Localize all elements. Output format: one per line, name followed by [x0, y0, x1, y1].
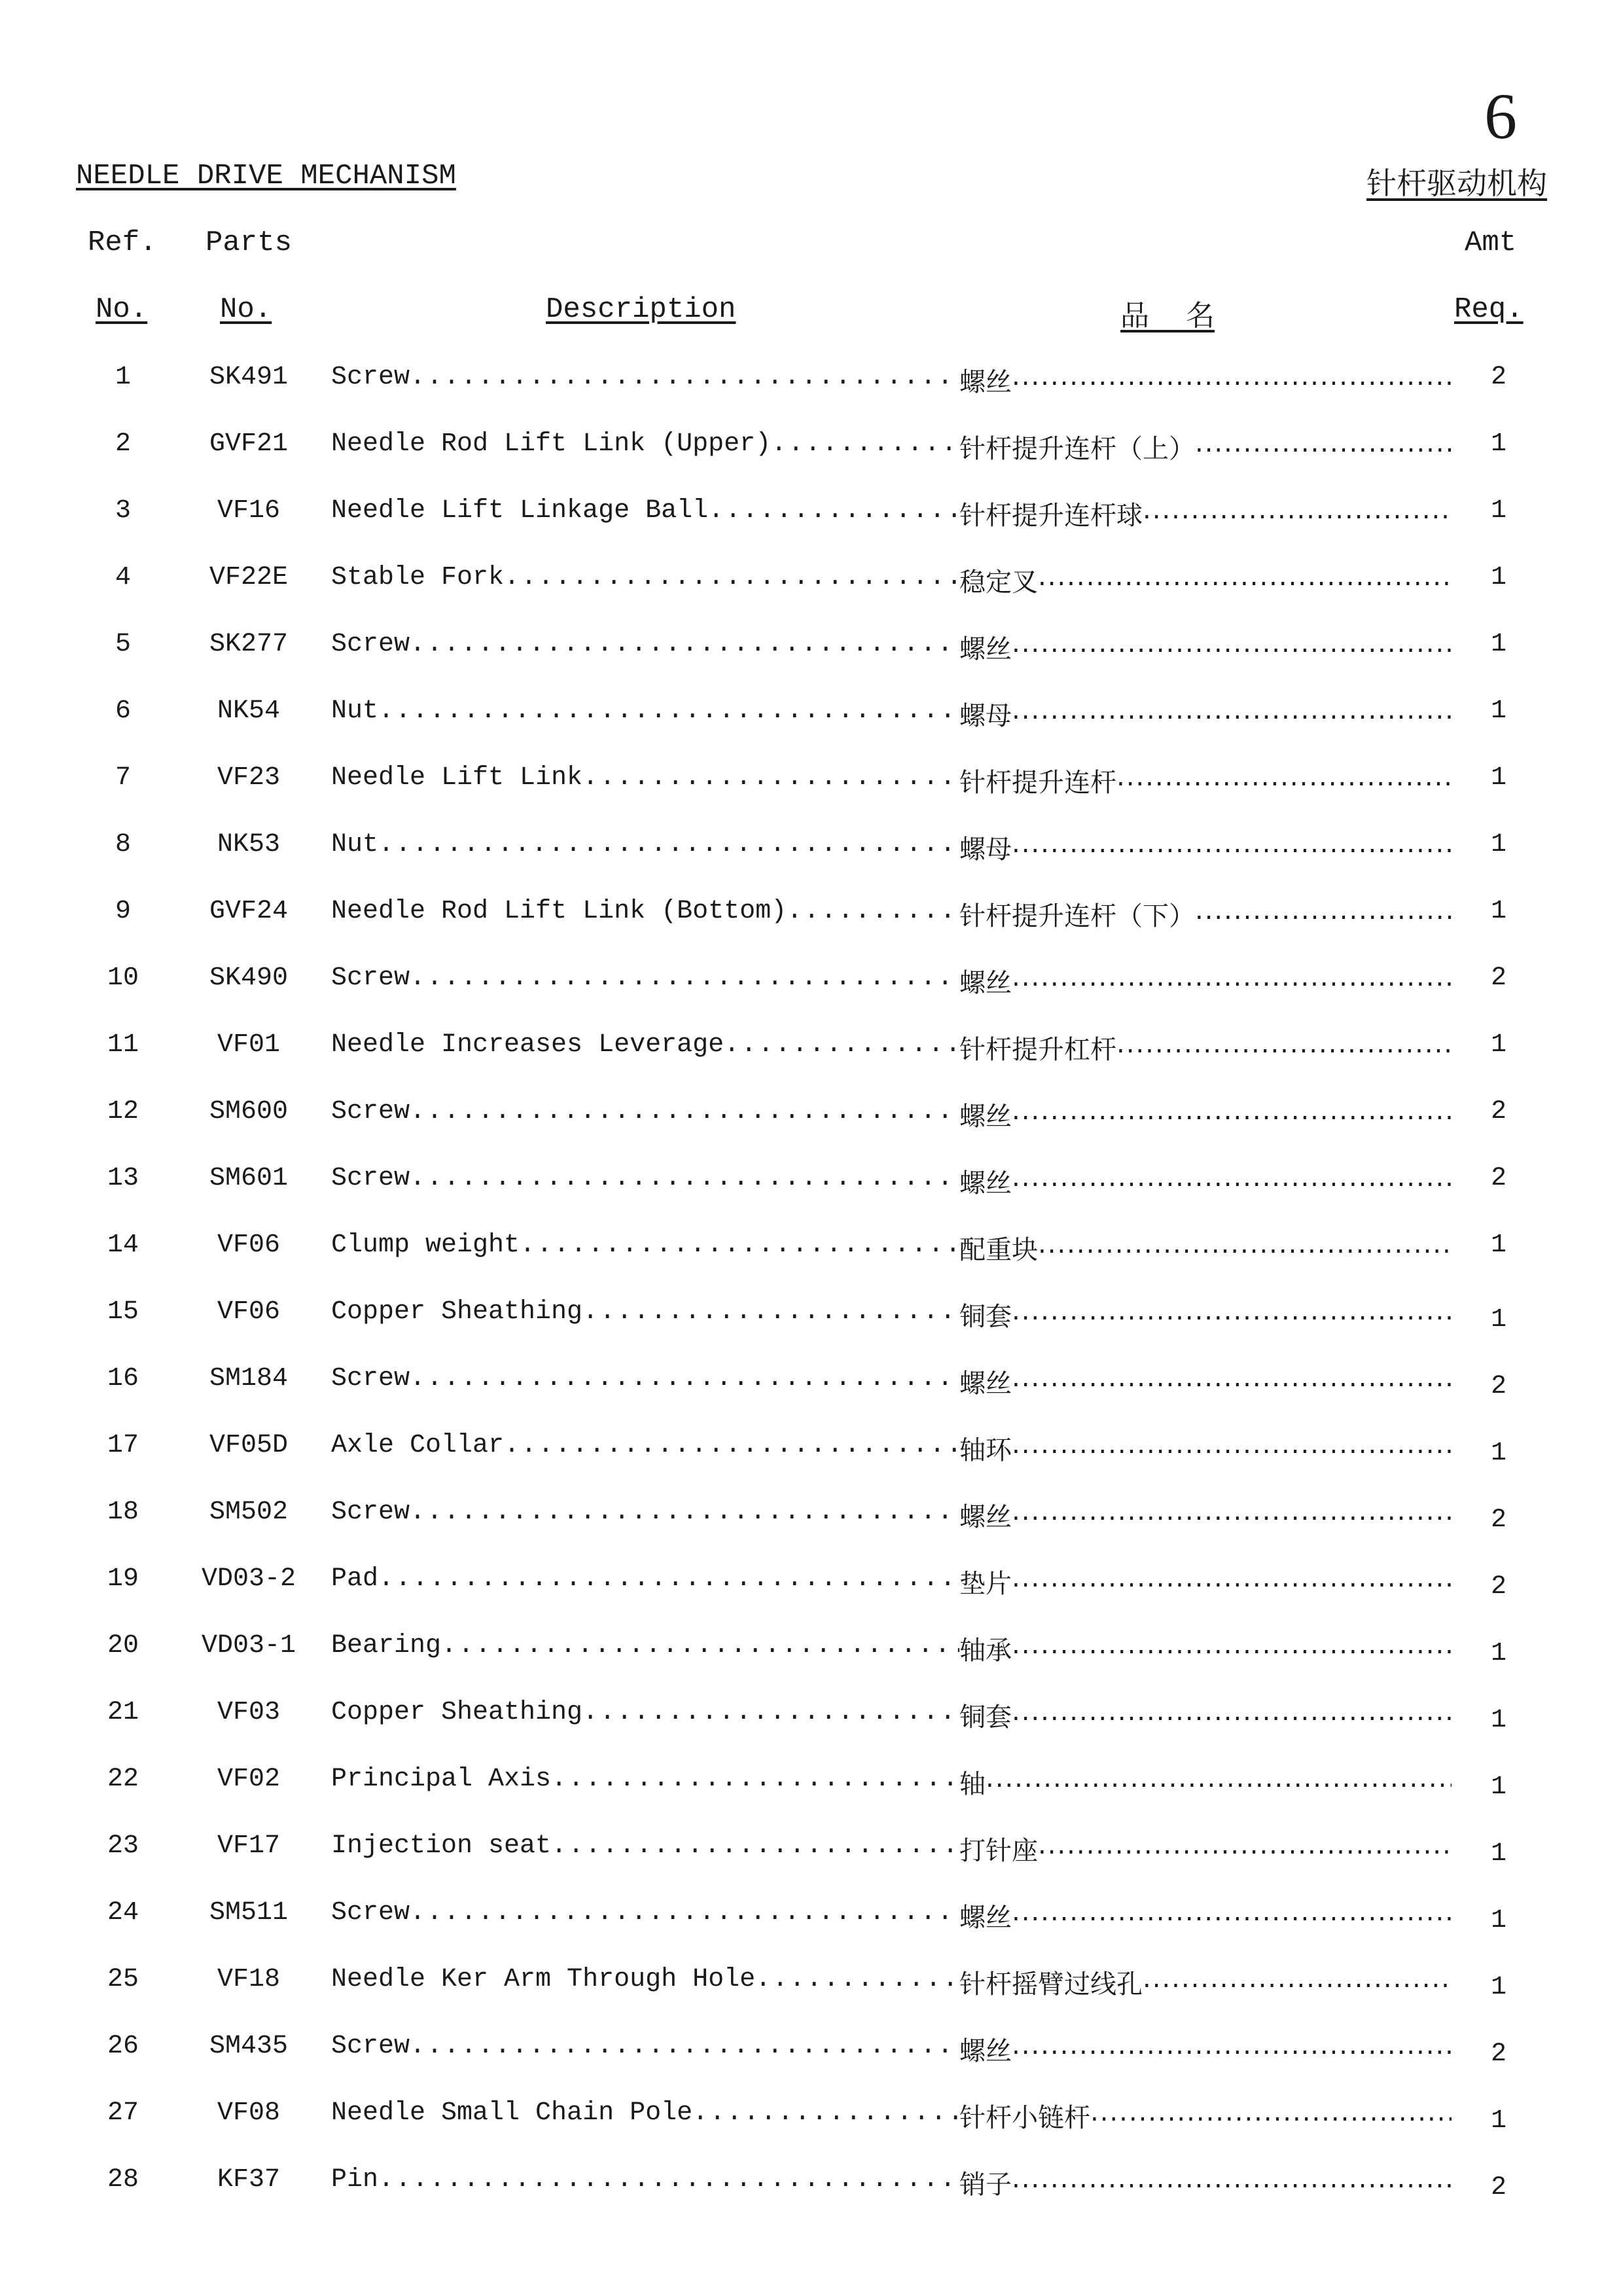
chinese-name-text: 针杆提升连杆球 — [959, 501, 1143, 531]
amount-required: 1 — [1490, 496, 1507, 526]
description-text: Pad — [331, 1564, 379, 1594]
chinese-name-text: 螺丝 — [959, 1502, 1012, 1532]
chinese-name-text: 螺丝 — [959, 1102, 1012, 1132]
description-cell — [331, 2032, 959, 2061]
dot-leader — [410, 963, 959, 993]
ref-number: 5 — [115, 630, 131, 659]
chinese-name-cell — [959, 1296, 1452, 1333]
description-text: Injection seat — [331, 1831, 552, 1861]
dot-leader — [582, 1297, 959, 1327]
part-number: VF06 — [217, 1230, 280, 1260]
description-cell — [331, 1498, 959, 1527]
header-req: Req. — [1454, 293, 1524, 326]
part-number: KF37 — [217, 2165, 280, 2195]
amount-required: 2 — [1490, 2039, 1507, 2069]
description-cell — [331, 1831, 959, 1861]
description-cell — [331, 1631, 959, 1660]
ref-number: 3 — [115, 496, 131, 526]
amount-required: 1 — [1490, 1230, 1507, 1260]
chinese-name-cell — [959, 1630, 1452, 1667]
dot-leader — [1012, 1630, 1452, 1667]
description-text: Copper Sheathing — [331, 1297, 583, 1327]
description-text: Needle Increases Leverage — [331, 1030, 724, 1060]
chinese-name-text: 针杆提升连杆（下） — [959, 901, 1195, 931]
table-row — [0, 1886, 1623, 1953]
table-row — [0, 1552, 1623, 1619]
dot-leader — [1012, 1162, 1452, 1200]
table-row — [0, 1085, 1623, 1152]
chinese-name-text: 销子 — [959, 2170, 1012, 2200]
part-number: VD03-2 — [201, 1564, 296, 1594]
chinese-name-text: 垫片 — [959, 1569, 1012, 1599]
header-amt-label: Amt — [1465, 226, 1517, 259]
dot-leader — [1012, 1696, 1452, 1734]
ref-number: 19 — [107, 1564, 139, 1594]
description-text: Screw — [331, 630, 410, 659]
dot-leader — [755, 1965, 959, 1994]
description-cell — [331, 2165, 959, 2195]
ref-number: 17 — [107, 1431, 139, 1460]
dot-leader — [1012, 1563, 1452, 1600]
chinese-name-text: 螺丝 — [959, 968, 1012, 998]
description-text: Needle Small Chain Pole — [331, 2098, 693, 2128]
chinese-name-text: 打针座 — [959, 1836, 1038, 1866]
dot-leader — [1090, 2097, 1452, 2134]
chinese-name-cell — [959, 495, 1452, 532]
dot-leader — [1012, 1429, 1452, 1467]
table-row — [0, 1285, 1623, 1352]
chinese-name-cell — [959, 562, 1452, 599]
part-number: VF23 — [217, 763, 280, 793]
dot-leader — [1012, 962, 1452, 999]
chinese-name-text: 螺丝 — [959, 634, 1012, 664]
part-number: NK54 — [217, 696, 280, 726]
chinese-name-cell — [959, 428, 1452, 465]
dot-leader — [1012, 695, 1452, 732]
chinese-name-text: 螺丝 — [959, 1369, 1012, 1399]
part-number: VF08 — [217, 2098, 280, 2128]
description-cell — [331, 830, 959, 859]
part-number: VF05D — [209, 1431, 289, 1460]
ref-number: 9 — [115, 897, 131, 926]
amount-required: 2 — [1490, 363, 1507, 392]
amount-required: 1 — [1490, 696, 1507, 726]
chinese-name-cell — [959, 695, 1452, 732]
description-cell — [331, 496, 959, 526]
amount-required: 1 — [1490, 1030, 1507, 1060]
part-number: VF02 — [217, 1765, 280, 1794]
chinese-name-text: 螺丝 — [959, 1168, 1012, 1198]
description-cell — [331, 696, 959, 726]
amount-required: 2 — [1490, 1372, 1507, 1401]
amount-required: 1 — [1490, 1706, 1507, 1735]
chinese-name-text: 螺丝 — [959, 367, 1012, 397]
dot-leader — [1038, 1229, 1452, 1266]
description-text: Stable Fork — [331, 563, 505, 592]
dot-leader — [1038, 1830, 1452, 1867]
description-cell — [331, 897, 959, 926]
chinese-name-text: 轴环 — [959, 1435, 1012, 1465]
description-text: Clump weight — [331, 1230, 520, 1260]
table-row — [0, 1486, 1623, 1552]
table-row — [0, 1352, 1623, 1419]
chinese-name-text: 螺丝 — [959, 1903, 1012, 1933]
description-text: Principal Axis — [331, 1765, 552, 1794]
dot-leader — [1012, 628, 1452, 666]
header-parts-no: No. — [220, 293, 272, 326]
table-row — [0, 1219, 1623, 1285]
dot-leader — [1012, 1897, 1452, 1934]
part-number: SK491 — [209, 363, 289, 392]
ref-number: 20 — [107, 1631, 139, 1660]
chinese-name-text: 稳定叉 — [959, 567, 1038, 598]
description-text: Pin — [331, 2165, 379, 2195]
table-row — [0, 1018, 1623, 1085]
description-cell — [331, 1965, 959, 1994]
ref-number: 13 — [107, 1164, 139, 1193]
table-row — [0, 1753, 1623, 1820]
ref-number: 11 — [107, 1030, 139, 1060]
description-cell — [331, 1698, 959, 1727]
description-text: Screw — [331, 1498, 410, 1527]
dot-leader — [378, 696, 959, 726]
table-row — [0, 685, 1623, 751]
ref-number: 8 — [115, 830, 131, 859]
description-cell — [331, 429, 959, 459]
section-title-chinese: 针杆驱动机构 — [1366, 166, 1547, 201]
part-number: VF18 — [217, 1965, 280, 1994]
dot-leader — [1038, 562, 1452, 599]
chinese-name-cell — [959, 2097, 1452, 2134]
ref-number: 16 — [107, 1364, 139, 1393]
dot-leader — [410, 363, 959, 392]
table-row — [0, 351, 1623, 418]
table-row — [0, 818, 1623, 885]
part-number: SM502 — [209, 1498, 289, 1527]
table-row — [0, 952, 1623, 1018]
table-row — [0, 1619, 1623, 1686]
table-row — [0, 2020, 1623, 2087]
chinese-name-cell — [959, 1096, 1452, 1133]
description-cell — [331, 1297, 959, 1327]
description-text: Copper Sheathing — [331, 1698, 583, 1727]
description-cell — [331, 963, 959, 993]
chinese-name-cell — [959, 1763, 1452, 1801]
page-number: 6 — [1484, 80, 1517, 152]
table-row — [0, 1419, 1623, 1486]
dot-leader — [410, 1364, 959, 1393]
chinese-name-cell — [959, 1162, 1452, 1200]
header-description: Description — [546, 293, 736, 326]
dot-leader — [1143, 495, 1452, 532]
dot-leader — [787, 897, 959, 926]
description-cell — [331, 1030, 959, 1060]
description-cell — [331, 2098, 959, 2128]
ref-number: 4 — [115, 563, 131, 592]
part-number: VF16 — [217, 496, 280, 526]
description-cell — [331, 1564, 959, 1594]
description-cell — [331, 563, 959, 592]
ref-number: 1 — [115, 363, 131, 392]
description-text: Needle Rod Lift Link (Upper) — [331, 429, 772, 459]
description-cell — [331, 363, 959, 392]
description-text: Needle Rod Lift Link (Bottom) — [331, 897, 787, 926]
chinese-name-cell — [959, 962, 1452, 999]
amount-required: 1 — [1490, 763, 1507, 793]
description-text: Screw — [331, 2032, 410, 2061]
description-cell — [331, 1364, 959, 1393]
parts-list — [0, 351, 1623, 2220]
chinese-name-cell — [959, 361, 1452, 399]
dot-leader — [1012, 361, 1452, 399]
chinese-name-text: 针杆小链杆 — [959, 2103, 1090, 2133]
ref-number: 27 — [107, 2098, 139, 2128]
ref-number: 14 — [107, 1230, 139, 1260]
dot-leader — [724, 1030, 959, 1060]
amount-required: 2 — [1490, 1572, 1507, 1602]
dot-leader — [1012, 1096, 1452, 1133]
chinese-name-text: 铜套 — [959, 1302, 1012, 1332]
dot-leader — [1012, 1296, 1452, 1333]
dot-leader — [504, 1431, 959, 1460]
chinese-name-text: 铜套 — [959, 1702, 1012, 1732]
table-row — [0, 2153, 1623, 2220]
amount-required: 1 — [1490, 830, 1507, 859]
ref-number: 7 — [115, 763, 131, 793]
ref-number: 18 — [107, 1498, 139, 1527]
table-row — [0, 1953, 1623, 2020]
chinese-name-text: 针杆提升杠杆 — [959, 1035, 1116, 1065]
chinese-name-text: 配重块 — [959, 1235, 1038, 1265]
amount-required: 2 — [1490, 1097, 1507, 1126]
part-number: VF01 — [217, 1030, 280, 1060]
chinese-name-cell — [959, 1696, 1452, 1734]
amount-required: 2 — [1490, 2173, 1507, 2202]
ref-number: 12 — [107, 1097, 139, 1126]
dot-leader — [1012, 1363, 1452, 1400]
part-number: SM601 — [209, 1164, 289, 1193]
chinese-name-text: 针杆提升连杆 — [959, 768, 1116, 798]
chinese-name-cell — [959, 2030, 1452, 2068]
dot-leader — [378, 1564, 959, 1594]
table-row — [0, 418, 1623, 484]
description-text: Screw — [331, 1097, 410, 1126]
chinese-name-cell — [959, 895, 1452, 933]
dot-leader — [1195, 428, 1452, 465]
table-row — [0, 1820, 1623, 1886]
section-title-english: NEEDLE DRIVE MECHANISM — [76, 160, 456, 192]
description-text: Screw — [331, 963, 410, 993]
amount-required: 1 — [1490, 1439, 1507, 1468]
table-row — [0, 1152, 1623, 1219]
part-number: VF17 — [217, 1831, 280, 1861]
dot-leader — [1116, 762, 1452, 799]
dot-leader — [582, 1698, 959, 1727]
amount-required: 1 — [1490, 1906, 1507, 1935]
dot-leader — [1012, 2164, 1452, 2201]
dot-leader — [1143, 1964, 1452, 2001]
table-row — [0, 1686, 1623, 1753]
table-row — [0, 618, 1623, 685]
dot-leader — [692, 2098, 959, 2128]
ref-number: 28 — [107, 2165, 139, 2195]
header-parts-label: Parts — [205, 226, 293, 259]
ref-number: 21 — [107, 1698, 139, 1727]
header-ref-label: Ref. — [88, 226, 157, 259]
chinese-name-cell — [959, 1363, 1452, 1400]
description-text: Screw — [331, 1164, 410, 1193]
dot-leader — [410, 1097, 959, 1126]
description-text: Nut — [331, 830, 379, 859]
description-text: Screw — [331, 1898, 410, 1928]
description-cell — [331, 1431, 959, 1460]
chinese-name-cell — [959, 1897, 1452, 1934]
dot-leader — [1012, 2030, 1452, 2068]
table-row — [0, 2087, 1623, 2153]
dot-leader — [410, 1898, 959, 1928]
dot-leader — [410, 1164, 959, 1193]
amount-required: 2 — [1490, 963, 1507, 993]
dot-leader — [708, 496, 959, 526]
chinese-name-cell — [959, 1830, 1452, 1867]
chinese-name-cell — [959, 1964, 1452, 2001]
dot-leader — [986, 1763, 1452, 1801]
ref-number: 10 — [107, 963, 139, 993]
dot-leader — [378, 2165, 959, 2195]
table-row — [0, 484, 1623, 551]
amount-required: 2 — [1490, 1164, 1507, 1193]
amount-required: 1 — [1490, 429, 1507, 459]
part-number: SK277 — [209, 630, 289, 659]
ref-number: 25 — [107, 1965, 139, 1994]
chinese-name-cell — [959, 1429, 1452, 1467]
dot-leader — [582, 763, 959, 793]
ref-number: 22 — [107, 1765, 139, 1794]
ref-number: 23 — [107, 1831, 139, 1861]
part-number: SM511 — [209, 1898, 289, 1928]
dot-leader — [1116, 1029, 1452, 1066]
dot-leader — [1012, 1496, 1452, 1534]
description-text: Screw — [331, 363, 410, 392]
amount-required: 1 — [1490, 1973, 1507, 2002]
part-number: VF03 — [217, 1698, 280, 1727]
dot-leader — [441, 1631, 959, 1660]
amount-required: 1 — [1490, 897, 1507, 926]
description-cell — [331, 1765, 959, 1794]
description-text: Needle Ker Arm Through Hole — [331, 1965, 756, 1994]
ref-number: 26 — [107, 2032, 139, 2061]
part-number: GVF21 — [209, 429, 289, 459]
chinese-name-text: 针杆摇臂过线孔 — [959, 1969, 1143, 2000]
ref-number: 2 — [115, 429, 131, 459]
dot-leader — [1012, 829, 1452, 866]
table-row — [0, 885, 1623, 952]
dot-leader — [378, 830, 959, 859]
description-text: Screw — [331, 1364, 410, 1393]
dot-leader — [410, 1498, 959, 1527]
chinese-name-cell — [959, 1563, 1452, 1600]
header-ref-no: No. — [96, 293, 148, 326]
ref-number: 15 — [107, 1297, 139, 1327]
dot-leader — [410, 630, 959, 659]
part-number: VF22E — [209, 563, 289, 592]
header-name-chinese: 品 名 — [1120, 299, 1215, 332]
description-cell — [331, 1164, 959, 1193]
description-cell — [331, 1097, 959, 1126]
description-text: Nut — [331, 696, 379, 726]
amount-required: 1 — [1490, 630, 1507, 659]
chinese-name-text: 轴承 — [959, 1636, 1012, 1666]
chinese-name-text: 螺丝 — [959, 2036, 1012, 2066]
part-number: SK490 — [209, 963, 289, 993]
table-row — [0, 551, 1623, 618]
chinese-name-text: 螺母 — [959, 834, 1012, 865]
part-number: SM184 — [209, 1364, 289, 1393]
part-number: GVF24 — [209, 897, 289, 926]
dot-leader — [551, 1765, 959, 1794]
dot-leader — [1195, 895, 1452, 933]
part-number: SM600 — [209, 1097, 289, 1126]
dot-leader — [410, 2032, 959, 2061]
description-cell — [331, 763, 959, 793]
chinese-name-cell — [959, 1229, 1452, 1266]
chinese-name-cell — [959, 762, 1452, 799]
amount-required: 2 — [1490, 1505, 1507, 1535]
dot-leader — [504, 563, 959, 592]
chinese-name-text: 针杆提升连杆（上） — [959, 434, 1195, 464]
amount-required: 1 — [1490, 1839, 1507, 1869]
description-text: Needle Lift Link — [331, 763, 583, 793]
amount-required: 1 — [1490, 1772, 1507, 1802]
amount-required: 1 — [1490, 2106, 1507, 2136]
part-number: VF06 — [217, 1297, 280, 1327]
ref-number: 6 — [115, 696, 131, 726]
dot-leader — [520, 1230, 959, 1260]
part-number: SM435 — [209, 2032, 289, 2061]
description-text: Needle Lift Linkage Ball — [331, 496, 709, 526]
ref-number: 24 — [107, 1898, 139, 1928]
chinese-name-cell — [959, 2164, 1452, 2201]
amount-required: 1 — [1490, 1305, 1507, 1335]
description-text: Bearing — [331, 1631, 442, 1660]
part-number: NK53 — [217, 830, 280, 859]
dot-leader — [551, 1831, 959, 1861]
chinese-name-cell — [959, 829, 1452, 866]
part-number: VD03-1 — [201, 1631, 296, 1660]
chinese-name-cell — [959, 1029, 1452, 1066]
amount-required: 1 — [1490, 1639, 1507, 1668]
chinese-name-text: 螺母 — [959, 701, 1012, 731]
chinese-name-text: 轴 — [959, 1769, 986, 1799]
chinese-name-cell — [959, 628, 1452, 666]
dot-leader — [771, 429, 959, 459]
description-cell — [331, 630, 959, 659]
table-row — [0, 751, 1623, 818]
description-cell — [331, 1898, 959, 1928]
description-cell — [331, 1230, 959, 1260]
chinese-name-cell — [959, 1496, 1452, 1534]
description-text: Axle Collar — [331, 1431, 505, 1460]
amount-required: 1 — [1490, 563, 1507, 592]
